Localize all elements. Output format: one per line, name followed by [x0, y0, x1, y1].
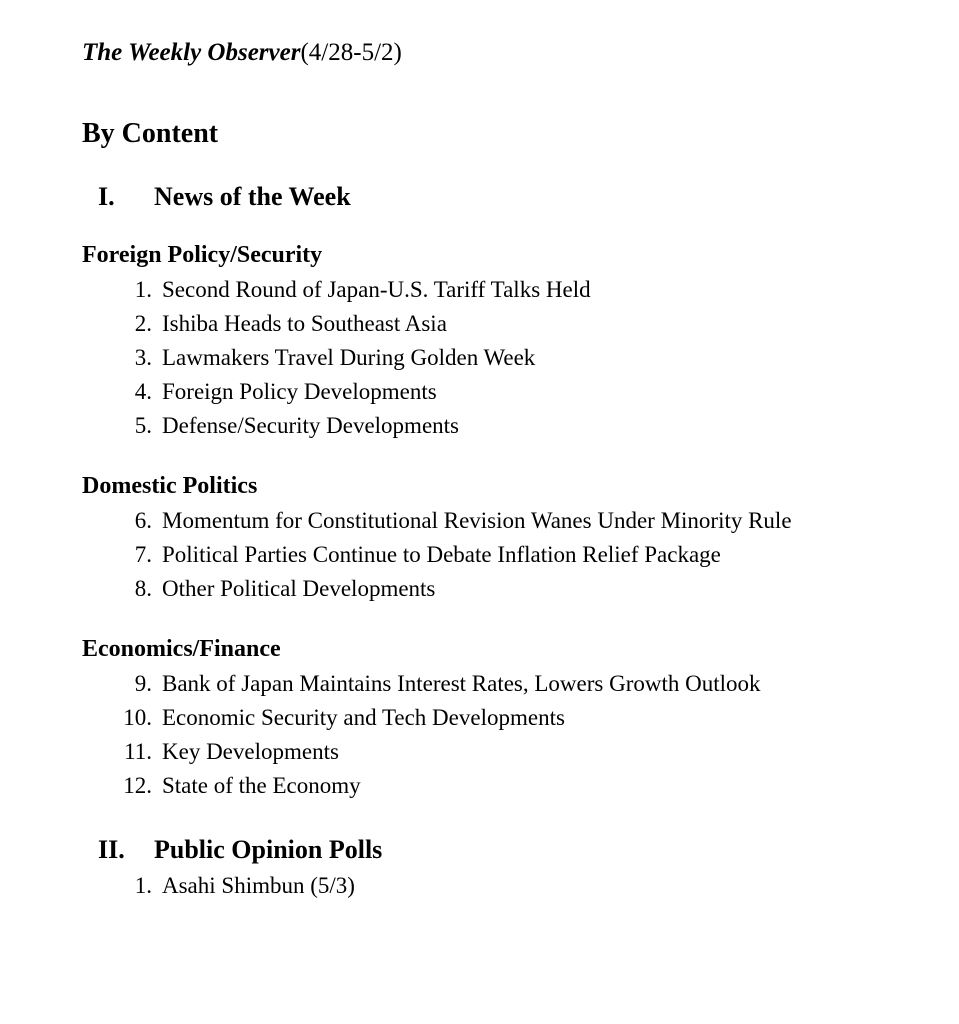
list-item[interactable] — [116, 572, 889, 606]
item-label: Foreign Policy Developments — [162, 379, 437, 405]
item-label: Other Political Developments — [162, 576, 436, 602]
item-label: Political Parties Continue to Debate Inflation Relief Package — [162, 542, 721, 568]
item-number: 2. — [134, 311, 152, 337]
item-list-foreign-policy-security — [82, 273, 889, 443]
section-title-text: News of the Week — [154, 182, 351, 211]
item-number: 1. — [134, 277, 152, 302]
list-item[interactable] — [116, 504, 889, 538]
list-item[interactable] — [116, 307, 889, 341]
list-item[interactable] — [116, 341, 889, 375]
item-number: 6. — [134, 508, 152, 534]
section-title-text: Public Opinion Polls — [154, 835, 383, 865]
item-label: Lawmakers Travel During Golden Week — [162, 345, 536, 371]
section-heading-news-of-the-week — [82, 182, 889, 212]
publication-title: The Weekly Observer — [82, 39, 301, 66]
item-label: Ishiba Heads to Southeast Asia — [162, 311, 447, 337]
item-label: State of the Economy — [162, 773, 361, 799]
item-number: 8. — [134, 576, 152, 602]
item-list-public-opinion-polls — [82, 869, 889, 903]
item-label: Bank of Japan Maintains Interest Rates, Lowers Growth Outlook — [162, 671, 761, 697]
document-header — [82, 38, 889, 68]
item-number: 5. — [134, 413, 152, 439]
item-label: Asahi Shimbun (5/3) — [162, 873, 355, 899]
item-label: Second Round of Japan-U.S. Tariff Talks Held — [162, 277, 591, 302]
contents-heading: By Content — [82, 118, 219, 149]
item-number: 11. — [124, 739, 152, 765]
publication-date-range: (4/28-5/2) — [300, 39, 402, 66]
item-number: 9. — [134, 671, 152, 697]
list-item[interactable] — [116, 769, 889, 803]
list-item[interactable] — [116, 409, 889, 443]
item-number: 3. — [134, 345, 152, 371]
list-item[interactable] — [116, 701, 889, 735]
item-number: 7. — [134, 542, 152, 568]
item-label: Momentum for Constitutional Revision Wanes Under Minority Rule — [162, 508, 792, 534]
list-item[interactable] — [116, 869, 889, 903]
list-item[interactable] — [116, 273, 889, 307]
list-item[interactable] — [116, 375, 889, 409]
list-item[interactable] — [116, 667, 889, 701]
item-label: Key Developments — [162, 739, 339, 765]
item-list-economics-finance — [82, 667, 889, 803]
list-item[interactable] — [116, 735, 889, 769]
item-number: 12. — [123, 773, 152, 799]
item-number: 4. — [134, 379, 152, 405]
section-heading-public-opinion-polls — [82, 835, 889, 865]
item-list-domestic-politics — [82, 504, 889, 606]
item-number: 1. — [134, 873, 152, 899]
item-number: 10. — [123, 705, 152, 731]
section-numeral: I. — [98, 182, 115, 211]
item-label: Defense/Security Developments — [162, 413, 459, 439]
category-domestic-politics: Domestic Politics — [82, 473, 258, 500]
category-economics-finance: Economics/Finance — [82, 636, 281, 663]
item-label: Economic Security and Tech Developments — [162, 705, 565, 731]
category-foreign-policy-security: Foreign Policy/Security — [82, 242, 323, 268]
section-numeral: II. — [98, 835, 125, 865]
list-item[interactable] — [116, 538, 889, 572]
